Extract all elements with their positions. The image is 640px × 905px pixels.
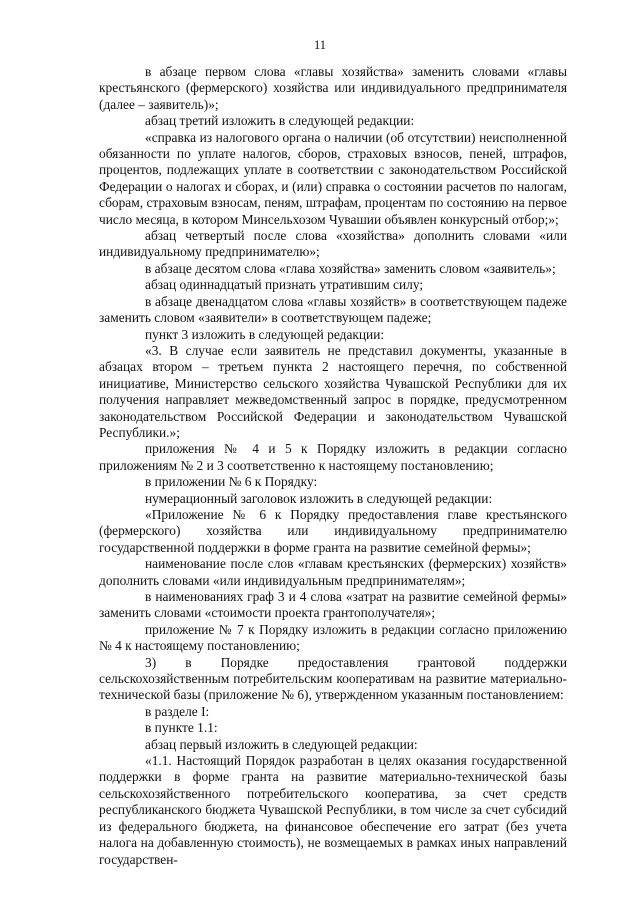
paragraph: нумерационный заголовок изложить в следующей редакции: <box>145 490 493 506</box>
paragraph: пункт 3 изложить в следующей редакции: <box>145 326 385 342</box>
paragraph: приложения № 4 и 5 к Порядку изложить в редакции согласно приложениям № 2 и 3 соответственно к настоящему постановлению; <box>99 441 567 473</box>
paragraph: абзац третий изложить в следующей редакции: <box>145 113 415 129</box>
paragraph: абзац четвертый после слова «хозяйства» дополнить словами «или индивидуальному предпринимателю»; <box>99 228 567 260</box>
paragraph: «3. В случае если заявитель не представил документы, указанные в абзацах втором – третьем пункта 2 настоящего перечня, по собственной инициативе, Министерство сельского хозяйства Чувашской Республики для их получения направляет межведомственный запрос в порядке, предусмотренном законодательством Российской Федерации и законодательством Чувашской Республики.»; <box>99 342 567 440</box>
paragraph: в разделе I: <box>145 703 210 719</box>
paragraph: «справка из налогового органа о наличии (об отсутствии) неисполненной обязанности по уплате налогов, сборов, страховых взносов, пеней, штрафов, процентов, подлежащих уплате в соответствии с законодательством Российской Федерации о налогах и сборах, и (или) справка о состоянии расчетов по налогам, сборам, страховым взносам, пеням, штрафам, процентам по состоянию на первое число месяца, в котором Минсельхозом Чувашии объявлен конкурсный отбор;»; <box>99 129 567 227</box>
paragraph: абзац одиннадцатый признать утратившим силу; <box>145 277 424 293</box>
paragraph: в абзаце десятом слова «глава хозяйства» заменить словом «заявитель»; <box>145 260 556 276</box>
paragraph: 3) в Порядке предоставления грантовой поддержки сельскохозяйственным потребительским кооперативам на развитие материально-технической базы (приложение № 6), утвержденном указанным постановлением: <box>99 654 567 703</box>
paragraph: в приложении № 6 к Порядку: <box>145 474 318 490</box>
page-number: 11 <box>313 38 327 52</box>
paragraph: приложение № 7 к Порядку изложить в редакции согласно приложению № 4 к настоящему постановлению; <box>99 621 567 654</box>
document-body <box>99 64 567 868</box>
paragraph: в наименованиях граф 3 и 4 слова «затрат на развитие семейной фермы» заменить словами «стоимости проекта грантополучателя»; <box>99 589 567 621</box>
paragraph: в абзаце первом слова «главы хозяйства» заменить словами «главы крестьянского (фермерского) хозяйства или индивидуального предпринимателя (далее – заявитель)»; <box>99 64 567 112</box>
paragraph: наименование после слов «главам крестьянских (фермерских) хозяйств» дополнить словами «или индивидуальным предпринимателям»; <box>99 556 567 588</box>
paragraph: «1.1. Настоящий Порядок разработан в целях оказания государственной поддержки в форме гранта на развитие материально-технической базы сельскохозяйственного потребительского кооператива, за счет средств республиканского бюджета Чувашской Республики, в том числе за счет субсидий из федерального бюджета, на финансовое обеспечение его затрат (без учета налога на добавленную стоимость), не возмещаемых в рамках иных направлений государствен- <box>99 753 567 867</box>
paragraph: в пункте 1.1: <box>145 720 218 736</box>
paragraph: «Приложение № 6 к Порядку предоставления главе крестьянского (фермерского) хозяйства или индивидуальному предпринимателю государственной поддержки в форме гранта на развитие семейной фермы»; <box>99 506 567 555</box>
paragraph: абзац первый изложить в следующей редакции: <box>145 736 418 752</box>
paragraph: в абзаце двенадцатом слова «главы хозяйств» в соответствующем падеже заменить словом «заявители» в соответствующем падеже; <box>99 293 567 326</box>
